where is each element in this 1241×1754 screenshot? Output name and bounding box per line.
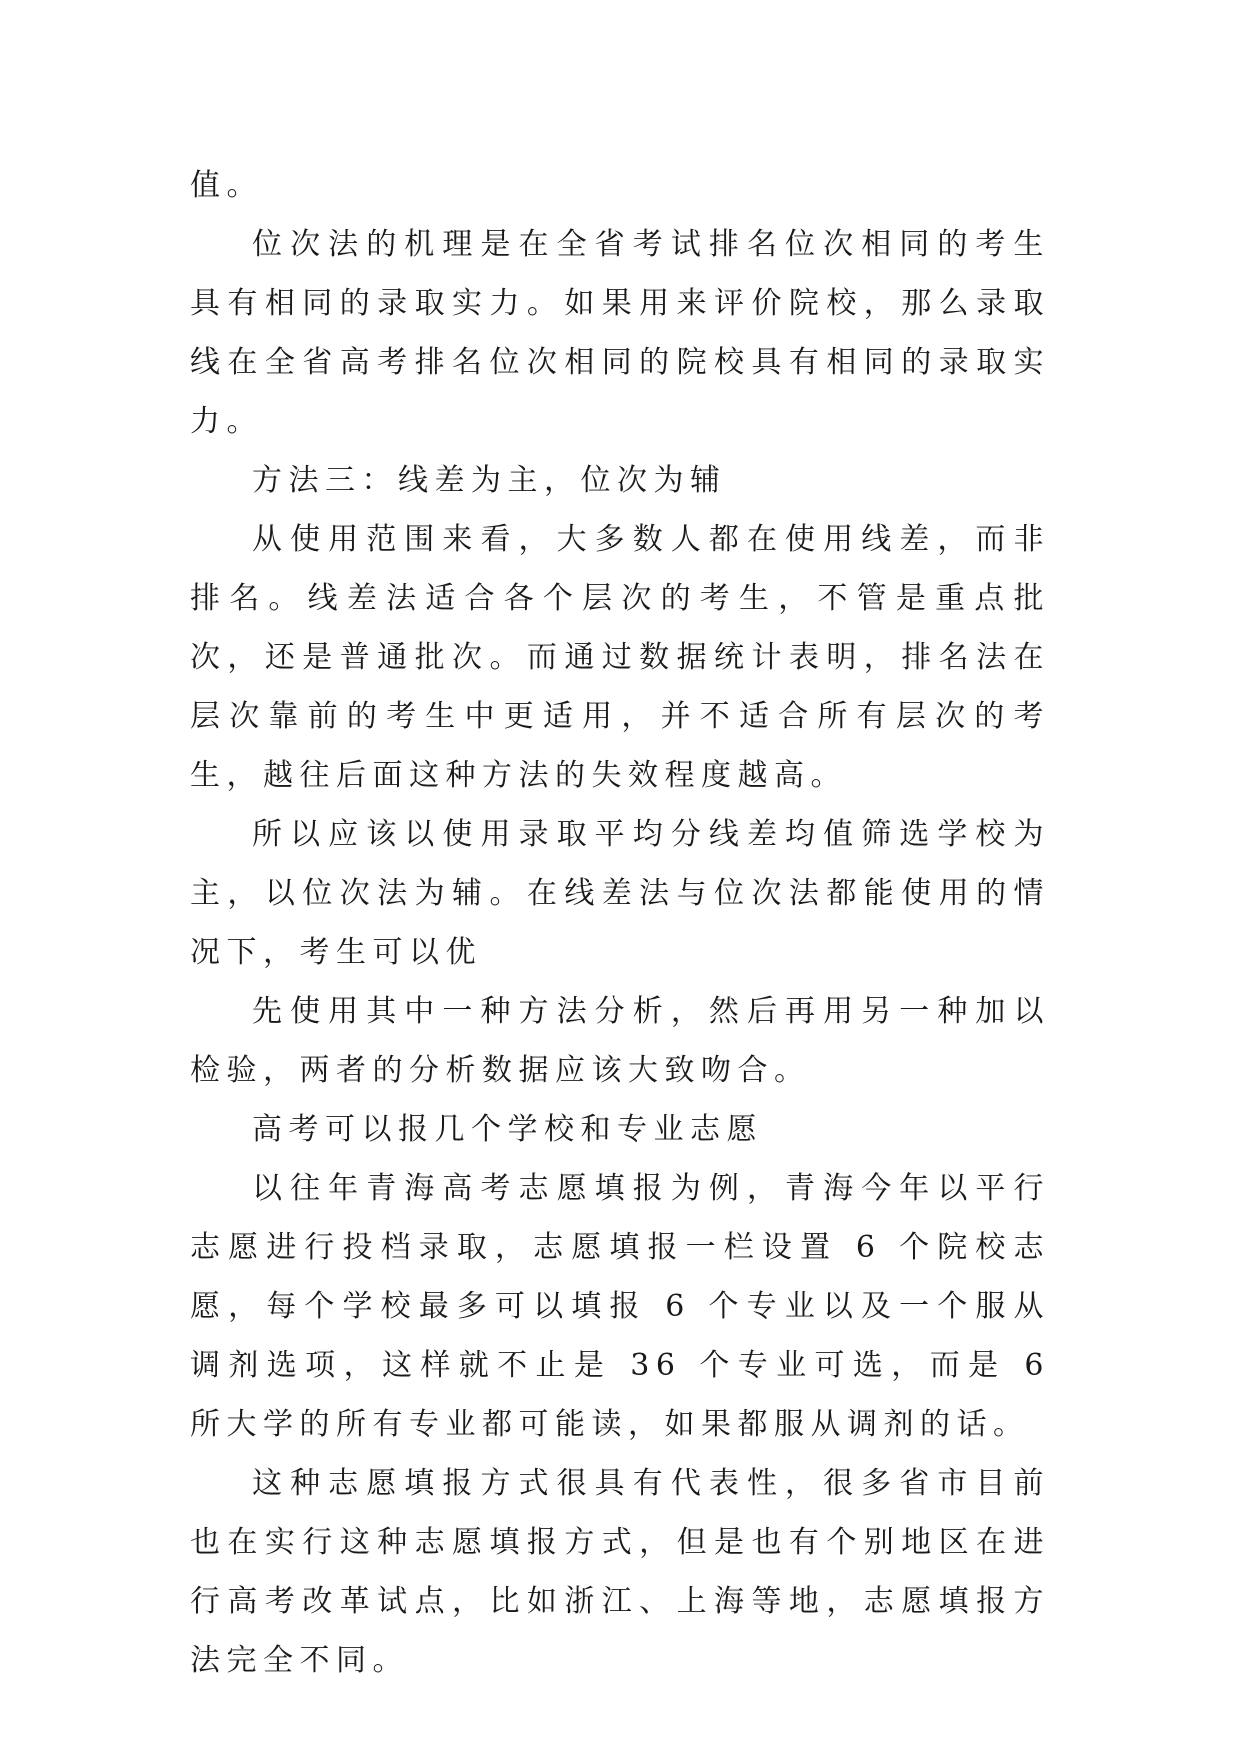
document-body [190,156,1050,1690]
paragraph-verification: 先使用其中一种方法分析，然后再用另一种加以检验，两者的分析数据应该大致吻合。 [190,994,1050,1088]
section-heading-how-many-choices: 高考可以报几个学校和专业志愿 [252,1112,763,1147]
section-heading-method-three: 方法三：线差为主，位次为辅 [252,463,727,498]
paragraph-ranking-method: 位次法的机理是在全省考试排名位次相同的考生具有相同的录取实力。如果用来评价院校，那么录取线在全省高考排名位次相同的院校具有相同的录取实力。 [190,227,1050,439]
paragraph-recommendation: 所以应该以使用录取平均分线差均值筛选学校为主，以位次法为辅。在线差法与位次法都能使用的情况下，考生可以优 [190,817,1050,970]
paragraph-continuation: 值。 [190,168,263,203]
paragraph-usage-scope: 从使用范围来看，大多数人都在使用线差，而非排名。线差法适合各个层次的考生，不管是重点批次，还是普通批次。而通过数据统计表明，排名法在层次靠前的考生中更适用，并不适合所有层次的考生，越往后面这种方法的失效程度越高。 [190,522,1050,793]
paragraph-representative-method: 这种志愿填报方式很具有代表性，很多省市目前也在实行这种志愿填报方式，但是也有个别地区在进行高考改革试点，比如浙江、上海等地，志愿填报方法完全不同。 [190,1466,1050,1678]
paragraph-qinghai-example: 以往年青海高考志愿填报为例，青海今年以平行志愿进行投档录取，志愿填报一栏设置 6 个院校志愿，每个学校最多可以填报 6 个专业以及一个服从调剂选项，这样就不止是 36 个专业可选，而是 6 所大学的所有专业都可能读，如果都服从调剂的话。 [190,1171,1050,1442]
